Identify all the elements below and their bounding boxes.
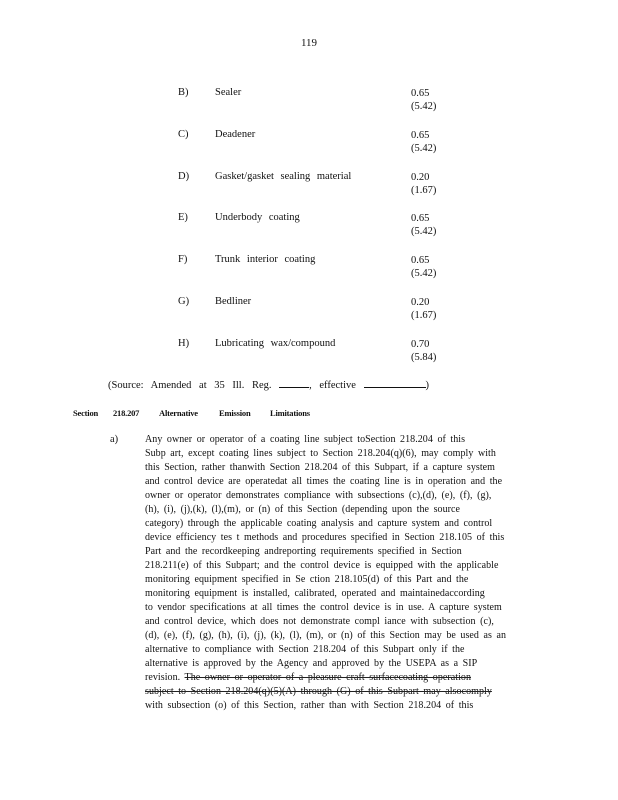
row-name: Trunk interior coating (215, 254, 316, 265)
paragraph-line-revision (145, 672, 471, 683)
row-letter: H) (178, 338, 190, 349)
deleted-text-line: subject to Section 218.204(q)(5)(A) through (G) of this Subpart may alsocomply (145, 686, 492, 697)
register-page-blank (279, 377, 309, 388)
row-value: 0.65 (411, 88, 430, 99)
row-value-alt: (5.42) (411, 101, 437, 112)
paragraph-line: to vendor specifications at all times the control device is in use. A capture system (145, 602, 502, 613)
paragraph-line: alternative is approved by the Agency and approved by the USEPA as a SIP (145, 658, 478, 669)
row-value: 0.65 (411, 130, 430, 141)
row-letter: D) (178, 171, 190, 182)
paragraph-line: monitoring equipment is installed, calibrated, operated and maintainedaccording (145, 588, 485, 599)
row-letter: C) (178, 129, 189, 140)
source-suffix: ) (425, 380, 430, 391)
row-name: Gasket/gasket sealing material (215, 171, 352, 182)
paragraph-line: monitoring equipment specified in Se ction 218.105(d) of this Part and the (145, 574, 469, 585)
paragraph-line: with subsection (o) of this Section, rather than with Section 218.204 of this (145, 700, 474, 711)
row-value-alt: (5.42) (411, 226, 437, 237)
revision-word: revision. (145, 672, 181, 683)
source-middle: , effective (309, 380, 356, 391)
row-value: 0.20 (411, 297, 430, 308)
paragraph-line: 218.211(e) of this Subpart; and the control device is equipped with the applicable (145, 560, 499, 571)
row-letter: G) (178, 296, 190, 307)
row-name: Underbody coating (215, 212, 300, 223)
deleted-text: The owner or operator of a pleasure craft surfacecoating operation (184, 672, 471, 683)
row-name: Sealer (215, 87, 242, 98)
paragraph-line: device efficiency tes t methods and procedures specified in Section 218.105 of this (145, 532, 505, 543)
source-note (108, 377, 429, 391)
row-value-alt: (5.42) (411, 143, 437, 154)
row-letter: B) (178, 87, 189, 98)
row-value-alt: (1.67) (411, 310, 437, 321)
paragraph-line: this Section, rather thanwith Section 218.204 of this Subpart, if a capture system (145, 462, 495, 473)
paragraph-line: (d), (e), (f), (g), (h), (i), (j), (k), (l), (m), or (n) of this Section may be used as an (145, 630, 506, 641)
section-title-word-3: Limitations (270, 408, 310, 418)
paragraph-line: (h), (i), (j),(k), (l),(m), or (n) of this Section (depending upon the source (145, 504, 460, 515)
paragraph-label: a) (110, 434, 119, 445)
section-title-word-2: Emission (219, 408, 251, 418)
row-name: Lubricating wax/compound (215, 338, 336, 349)
row-value: 0.65 (411, 255, 430, 266)
paragraph-line: alternative to compliance with Section 218.204 of this Subpart only if the (145, 644, 465, 655)
row-value-alt: (1.67) (411, 185, 437, 196)
paragraph-line: owner or operator demonstrates compliance with subsections (c),(d), (e), (f), (g), (145, 490, 492, 501)
row-value-alt: (5.84) (411, 352, 437, 363)
paragraph-line: Part and the recordkeeping andreporting requirements specified in Section (145, 546, 462, 557)
page-number: 119 (300, 37, 318, 49)
paragraph-line: Any owner or operator of a coating line subject toSection 218.204 of this (145, 434, 466, 445)
row-name: Deadener (215, 129, 256, 140)
section-number: 218.207 (113, 408, 140, 418)
row-letter: E) (178, 212, 188, 223)
row-name: Bedliner (215, 296, 252, 307)
source-prefix: (Source: Amended at 35 Ill. Reg. (108, 380, 272, 391)
row-value: 0.20 (411, 172, 430, 183)
row-value: 0.65 (411, 213, 430, 224)
row-value: 0.70 (411, 339, 430, 350)
row-value-alt: (5.42) (411, 268, 437, 279)
paragraph-line: category) through the applicable coating analysis and capture system and control (145, 518, 493, 529)
effective-date-blank (364, 377, 426, 388)
paragraph-line: Subp art, except coating lines subject to Section 218.204(q)(6), may comply with (145, 448, 496, 459)
paragraph-line: and control device, which does not demonstrate compl iance with subsection (c), (145, 616, 494, 627)
row-letter: F) (178, 254, 188, 265)
section-title-word-1: Alternative (159, 408, 198, 418)
paragraph-line: and control device are operatedat all times the coating line is in operation and the (145, 476, 503, 487)
section-word: Section (73, 408, 99, 418)
